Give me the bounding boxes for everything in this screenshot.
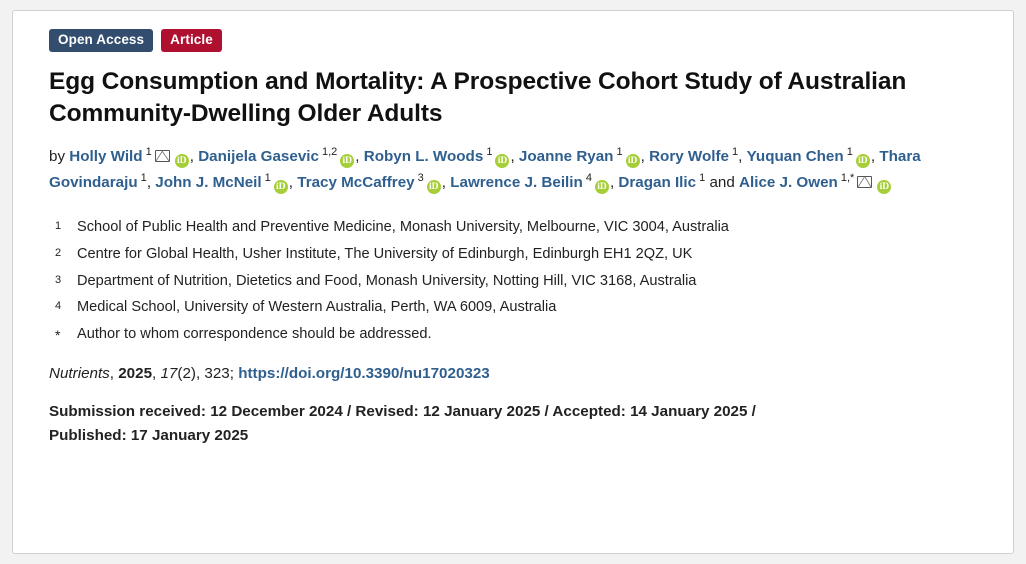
affiliation-row	[55, 241, 983, 268]
journal-issue: (2)	[177, 365, 196, 383]
affiliation-text: Author to whom correspondence should be addressed.	[77, 326, 432, 343]
author-separator: ,	[288, 173, 298, 191]
author-name[interactable]: John J. McNeil	[155, 173, 262, 191]
author-affiliation-marker: 1,*	[837, 171, 855, 184]
journal-volume: 17	[160, 365, 178, 383]
author-name[interactable]: Dragan Ilic	[618, 173, 697, 191]
orcid-icon[interactable]: iD	[856, 154, 870, 168]
journal-sep-3: ,	[195, 365, 205, 383]
dates-line-2: Published: 17 January 2025	[49, 426, 249, 444]
author-name[interactable]: Yuquan Chen	[746, 148, 844, 166]
publication-dates	[49, 400, 949, 447]
journal-sep-1: ,	[109, 365, 119, 383]
orcid-icon[interactable]: iD	[340, 154, 354, 168]
affiliation-marker: 4	[55, 300, 62, 313]
author-name[interactable]: Tracy McCaffrey	[297, 173, 415, 191]
affiliation-marker: 1	[55, 219, 62, 232]
author-affiliation-marker: 4	[582, 171, 592, 184]
author-separator: ,	[609, 173, 619, 191]
open-access-badge[interactable]: Open Access	[49, 29, 153, 52]
author-affiliation-marker: 3	[414, 171, 424, 184]
author-affiliation-marker: 1,2	[318, 146, 338, 159]
author-affiliation-marker: 1	[261, 171, 271, 184]
author-name[interactable]: Alice J. Owen	[739, 173, 838, 191]
orcid-icon[interactable]: iD	[274, 180, 288, 194]
author-affiliation-marker: 1	[696, 171, 706, 184]
author-separator: ,	[355, 148, 364, 166]
email-icon[interactable]	[857, 176, 872, 188]
author-separator: ,	[189, 148, 199, 166]
affiliation-row	[55, 268, 983, 295]
author-separator: ,	[441, 173, 451, 191]
author-affiliation-marker: 1	[613, 146, 623, 159]
orcid-icon[interactable]: iD	[626, 154, 640, 168]
badge-row	[49, 29, 983, 52]
affiliation-text: Centre for Global Health, Usher Institute, The University of Edinburgh, Edinburgh EH1 2QZ, UK	[77, 245, 693, 262]
affiliation-marker: 2	[55, 246, 62, 259]
affiliation-text: School of Public Health and Preventive Medicine, Monash University, Melbourne, VIC 3004, Australia	[77, 218, 729, 235]
orcid-icon[interactable]: iD	[495, 154, 509, 168]
author-separator: ,	[640, 148, 650, 166]
affiliation-text: Medical School, University of Western Australia, Perth, WA 6009, Australia	[77, 299, 557, 316]
orcid-icon[interactable]: iD	[427, 180, 441, 194]
affiliation-row	[55, 321, 983, 349]
author-list	[49, 144, 979, 195]
author-separator: and	[705, 173, 740, 191]
affiliation-list	[49, 214, 983, 350]
journal-sep-4: ;	[229, 365, 239, 383]
article-type-badge[interactable]: Article	[161, 29, 222, 52]
journal-citation	[49, 365, 983, 382]
orcid-icon[interactable]: iD	[877, 180, 891, 194]
author-separator: ,	[738, 148, 747, 166]
author-name[interactable]: Lawrence J. Beilin	[450, 173, 583, 191]
author-affiliation-marker: 1	[483, 146, 493, 159]
affiliation-text: Department of Nutrition, Dietetics and Food, Monash University, Notting Hill, VIC 3168, Australia	[77, 272, 697, 289]
journal-year: 2025	[118, 365, 153, 383]
affiliation-marker: 3	[55, 273, 62, 286]
page-title: Egg Consumption and Mortality: A Prospective Cohort Study of Australian Community-Dwelling Older Adults	[49, 67, 907, 127]
author-separator: ,	[146, 173, 156, 191]
author-separator: ,	[870, 148, 880, 166]
doi-link[interactable]: https://doi.org/10.3390/nu17020323	[238, 365, 490, 383]
author-name[interactable]: Thara Govindaraju	[49, 148, 921, 191]
author-name[interactable]: Robyn L. Woods	[363, 148, 484, 166]
orcid-icon[interactable]: iD	[175, 154, 189, 168]
by-label: by	[49, 148, 66, 166]
dates-line-1: Submission received: 12 December 2024 / Revised: 12 January 2025 / Accepted: 14 January 2025 /	[49, 403, 756, 421]
author-name[interactable]: Danijela Gasevic	[198, 148, 319, 166]
journal-sep-2: ,	[152, 365, 161, 383]
affiliation-row	[55, 294, 983, 321]
affiliation-row	[55, 214, 983, 241]
author-name[interactable]: Rory Wolfe	[649, 148, 729, 166]
author-affiliation-marker: 1	[843, 146, 853, 159]
author-affiliation-marker: 1	[728, 146, 739, 159]
authors-container	[49, 148, 921, 191]
email-icon[interactable]	[155, 150, 170, 162]
orcid-icon[interactable]: iD	[595, 180, 609, 194]
journal-article-number: 323	[204, 365, 230, 383]
author-name[interactable]: Holly Wild	[69, 148, 143, 166]
journal-name: Nutrients	[49, 365, 110, 383]
affiliation-marker: *	[55, 327, 61, 344]
author-affiliation-marker: 1	[137, 171, 147, 184]
author-name[interactable]: Joanne Ryan	[518, 148, 614, 166]
author-affiliation-marker: 1	[142, 146, 152, 159]
author-separator: ,	[510, 148, 519, 166]
article-header-card	[12, 10, 1014, 554]
